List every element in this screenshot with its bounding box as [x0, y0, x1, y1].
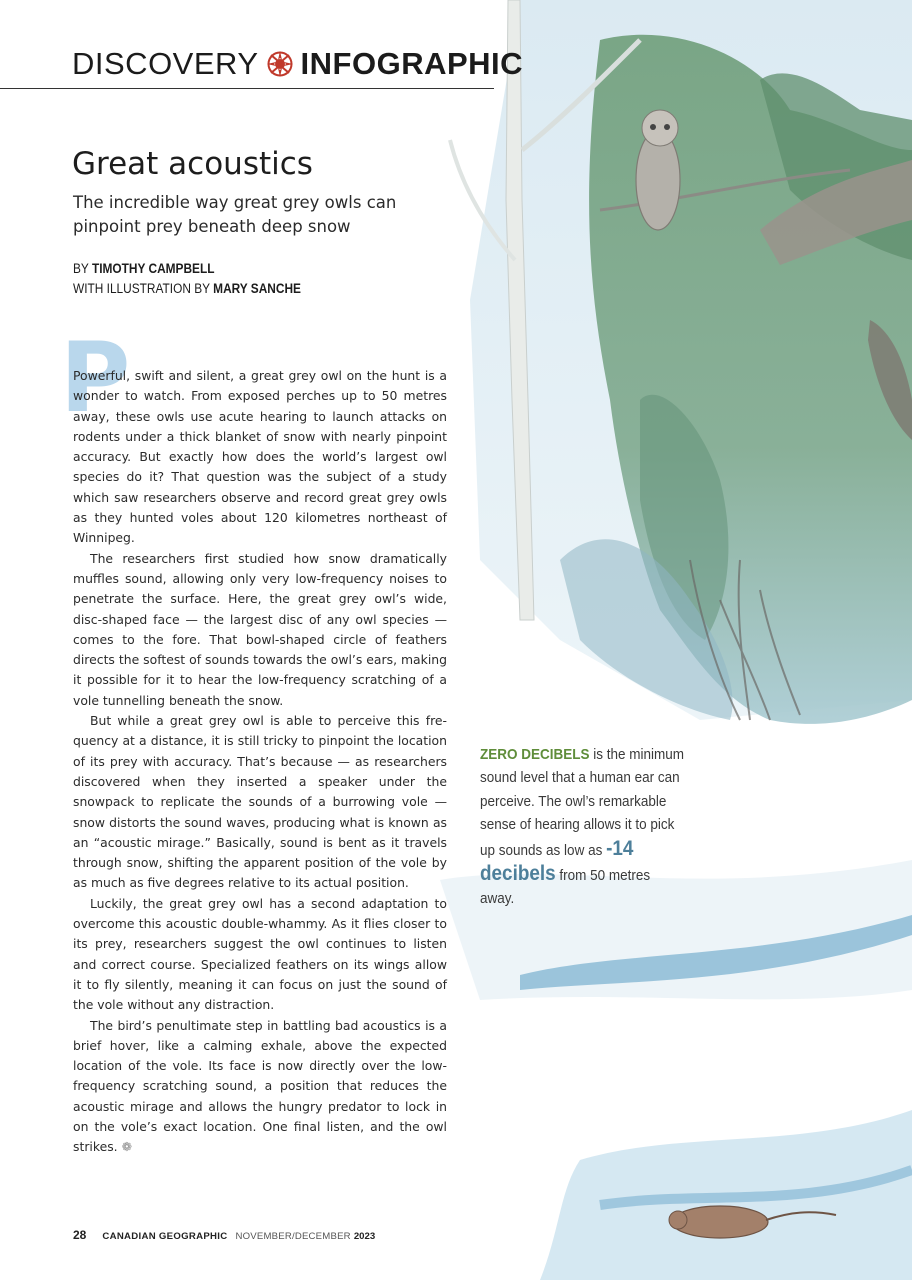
byline	[73, 259, 301, 299]
callout-value: -14 decibels	[480, 836, 634, 886]
body-paragraph: The bird’s penultimate step in battling bad acoustics is a brief hover, like a calming exhale, above the expected location of the vole. Its face is now directly over the low-frequency scratching sound, a position that reduces the acoustic mirage and allows the hungry predator to lock in on the vole’s exact location. One final listen, and the owl strikes.	[73, 1017, 447, 1155]
callout-highlight: ZERO DECIBELS	[480, 746, 590, 763]
issue-date: NOVEMBER/DECEMBER	[235, 1231, 351, 1242]
callout-text: is the minimum sound level that a human ear can perceive. The owl’s remarkable sense of hearing allows it to pick up sounds as low as	[480, 746, 685, 859]
issue-year: 2023	[353, 1231, 376, 1242]
magazine-name: CANADIAN GEOGRAPHIC	[102, 1231, 228, 1242]
article-title: Great acoustics	[72, 146, 313, 182]
compass-rose-icon	[267, 51, 293, 77]
decibel-callout	[480, 743, 687, 911]
author-name: TIMOTHY CAMPBELL	[91, 261, 215, 276]
byline-prefix: BY	[73, 261, 89, 276]
page-footer	[73, 1228, 375, 1242]
body-paragraph: But while a great grey owl is able to perceive this frequency at a distance, it is still tricky to pinpoint the location of its prey with accuracy. That’s because — as researchers discovered when they inserted a speaker under the snowpack to replicate the sounds of a burrowing vole — snow distorts the sound waves, producing what is known as an “acoustic mirage.” Basically, sound is bent as it travels through snow, shifting the apparent position of the vole by as much as five degrees relative to its actual position.	[73, 713, 447, 891]
drop-cap: P	[60, 322, 131, 434]
callout-text-end: from 50 metres away.	[480, 867, 651, 908]
end-mark-icon: ❁	[121, 1139, 132, 1155]
body-paragraph: Powerful, swift and silent, a great grey owl on the hunt is a wonder to watch. From exposed perches up to 50 metres away, these owls use acute hearing to launch attacks on rodents under a thick blanket of snow with nearly pinpoint accuracy. But exactly how does the world’s largest owl species do it? That question was the subject of a study which saw researchers observe and record great grey owls as they hunted voles about 120 kilometres northeast of Winnipeg.	[73, 368, 447, 546]
body-paragraph: Luckily, the great grey owl has a second adaptation to overcome this acoustic double-whammy. As it flies closer to its prey, researchers suggest the owl continues to listen and correct course. Specialized feathers on its wings allow it to fly silently, meaning it can focus on just the sound of the vole without any distraction.	[73, 895, 447, 1013]
section-label: DISCOVERY	[72, 46, 259, 81]
header-rule	[0, 88, 494, 89]
section-header	[72, 44, 523, 84]
body-paragraph: The researchers first studied how snow dramatically muffles sound, allowing only very low-frequency noises to penetrate the surface. Here, the great grey owl’s wide, disc-shaped face — the largest disc of any owl species — comes to the fore. That bowl-shaped circle of feathers directs the softest of sounds towards the owl’s ears, making it possible for it to hear the low-frequency scratching of a vole tunnelling beneath the snow.	[73, 550, 447, 708]
illustrator-name: MARY SANCHE	[213, 281, 301, 296]
article-body	[73, 366, 447, 1158]
section-title: INFOGRAPHIC	[300, 46, 524, 81]
illustration-prefix: WITH ILLUSTRATION BY	[73, 281, 210, 296]
article-subtitle: The incredible way great grey owls can pinpoint prey beneath deep snow	[73, 193, 397, 236]
page-number: 28	[73, 1228, 87, 1242]
